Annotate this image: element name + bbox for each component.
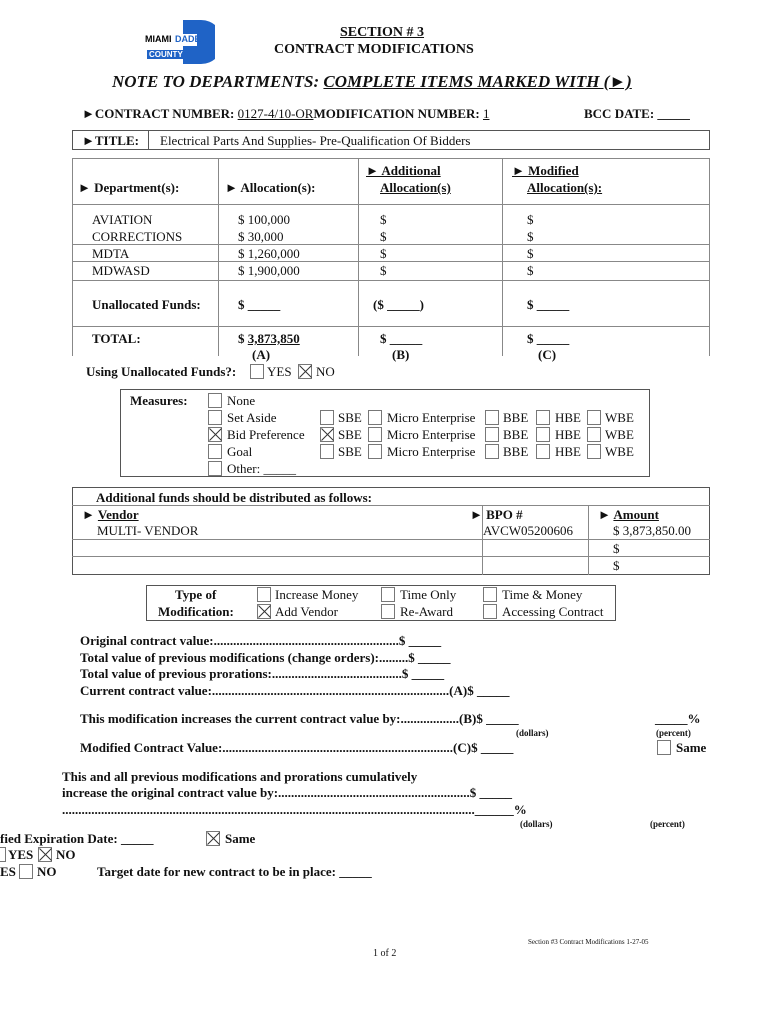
miami-dade-logo bbox=[145, 20, 215, 64]
amount-row-2[interactable]: $ bbox=[613, 541, 620, 556]
alloc-aviation[interactable]: $ 100,000 bbox=[238, 212, 290, 227]
yes-checkbox-1[interactable] bbox=[0, 847, 6, 862]
unallocated-c[interactable]: $ _____ bbox=[527, 297, 570, 312]
funds-heading: Additional funds should be distributed as follows: bbox=[96, 490, 372, 505]
goal-hbe-checkbox[interactable] bbox=[536, 444, 550, 459]
cumulative-line-3: ...............................................................................................................................______% bbox=[62, 802, 527, 817]
column-c-label: (C) bbox=[538, 347, 557, 362]
section-subtitle: CONTRACT MODIFICATIONS bbox=[274, 42, 474, 57]
increase-money-label: Increase Money bbox=[275, 587, 359, 602]
unallocated-a[interactable]: $ _____ bbox=[238, 297, 281, 312]
mod-corrections[interactable]: $ bbox=[527, 229, 534, 244]
increase-percent: _____% bbox=[655, 711, 701, 726]
set-aside-sbe-checkbox[interactable] bbox=[320, 410, 334, 425]
mod-mdwasd[interactable]: $ bbox=[527, 263, 534, 278]
add-vendor-label: Add Vendor bbox=[275, 604, 338, 619]
allocation-header: ► Allocation(s): bbox=[225, 180, 316, 195]
expiration-same-label: Same bbox=[225, 831, 256, 846]
re-award-label: Re-Award bbox=[400, 604, 453, 619]
re-award-checkbox[interactable] bbox=[381, 604, 395, 619]
time-only-checkbox[interactable] bbox=[381, 587, 395, 602]
bid-pref-hbe-label: HBE bbox=[555, 427, 581, 442]
goal-checkbox[interactable] bbox=[208, 444, 222, 459]
modification-number-value: 1 bbox=[482, 106, 490, 121]
cumulative-line-1: This and all previous modifications and prorations cumulatively bbox=[62, 769, 418, 784]
bid-preference-checkbox[interactable] bbox=[208, 427, 222, 442]
dept-mdta: MDTA bbox=[92, 246, 130, 261]
no-label-1: NO bbox=[56, 847, 76, 862]
set-aside-bbe-checkbox[interactable] bbox=[485, 410, 499, 425]
dept-aviation: AVIATION bbox=[92, 212, 153, 227]
section-number: SECTION # 3 bbox=[340, 25, 425, 40]
contract-number-row bbox=[82, 106, 489, 122]
goal-bbe-label: BBE bbox=[503, 444, 529, 459]
total-b[interactable]: $ _____ bbox=[380, 331, 423, 346]
yes-label-1: YES bbox=[8, 847, 34, 862]
bid-pref-wbe-label: WBE bbox=[605, 427, 634, 442]
goal-sbe-checkbox[interactable] bbox=[320, 444, 334, 459]
column-b-label: (B) bbox=[392, 347, 410, 362]
bid-pref-micro-label: Micro Enterprise bbox=[387, 427, 476, 442]
using-unallocated-label: Using Unallocated Funds?: bbox=[86, 364, 237, 379]
department-header: ► Department(s): bbox=[78, 180, 180, 195]
target-date-label: Target date for new contract to be in place: _____ bbox=[97, 864, 372, 879]
bid-pref-micro-checkbox[interactable] bbox=[368, 427, 382, 442]
column-a-label: (A) bbox=[252, 347, 271, 362]
bpo-header: ► BPO # bbox=[470, 507, 523, 522]
same-checkbox[interactable] bbox=[657, 740, 671, 755]
time-money-checkbox[interactable] bbox=[483, 587, 497, 602]
logo-dade: DADE bbox=[175, 34, 201, 44]
alloc-mdwasd[interactable]: $ 1,900,000 bbox=[238, 263, 300, 278]
logo-county: COUNTY bbox=[149, 50, 183, 59]
bid-pref-wbe-checkbox[interactable] bbox=[587, 427, 601, 442]
amount-header: ► Amount bbox=[598, 507, 659, 522]
dollars-caption-2: (dollars) bbox=[520, 819, 553, 829]
bcc-date: BCC DATE: _____ bbox=[584, 106, 690, 121]
set-aside-label: Set Aside bbox=[227, 410, 277, 425]
bid-pref-bbe-checkbox[interactable] bbox=[485, 427, 499, 442]
expiration-same-checkbox[interactable] bbox=[206, 831, 220, 846]
mod-mdta[interactable]: $ bbox=[527, 246, 534, 261]
title-label: ►TITLE: bbox=[82, 133, 139, 148]
percent-caption-2: (percent) bbox=[650, 819, 685, 829]
amount-row-3[interactable]: $ bbox=[613, 558, 620, 573]
set-aside-hbe-label: HBE bbox=[555, 410, 581, 425]
measures-none-checkbox[interactable] bbox=[208, 393, 222, 408]
current-contract-value: Current contract value:.........................................................................(A)$ _____ bbox=[80, 683, 510, 698]
modification-type-label-1: Type of bbox=[175, 587, 217, 602]
logo-miami: MIAMI bbox=[145, 34, 172, 44]
accessing-contract-checkbox[interactable] bbox=[483, 604, 497, 619]
bid-pref-hbe-checkbox[interactable] bbox=[536, 427, 550, 442]
using-unallocated-yes-checkbox[interactable] bbox=[250, 364, 264, 379]
alloc-corrections[interactable]: $ 30,000 bbox=[238, 229, 284, 244]
cumulative-line-2: increase the original contract value by:...........................................................$ _____ bbox=[62, 785, 513, 800]
title-value[interactable]: Electrical Parts And Supplies- Pre-Qualification Of Bidders bbox=[160, 133, 471, 148]
contract-number-label: ►CONTRACT NUMBER: bbox=[82, 106, 238, 121]
mod-aviation[interactable]: $ bbox=[527, 212, 534, 227]
goal-bbe-checkbox[interactable] bbox=[485, 444, 499, 459]
dept-corrections: CORRECTIONS bbox=[92, 229, 183, 244]
modification-type-label-2: Modification: bbox=[158, 604, 234, 619]
modification-number-label: MODIFICATION NUMBER: bbox=[313, 106, 483, 121]
vendor-row-1[interactable]: MULTI- VENDOR bbox=[97, 523, 199, 538]
unallocated-funds-label: Unallocated Funds: bbox=[92, 297, 201, 312]
dollars-caption: (dollars) bbox=[516, 728, 549, 738]
goal-wbe-label: WBE bbox=[605, 444, 634, 459]
set-aside-wbe-checkbox[interactable] bbox=[587, 410, 601, 425]
page-number: 1 of 2 bbox=[373, 948, 397, 959]
vendor-header: ► Vendor bbox=[82, 507, 139, 522]
expiration-date-label: fied Expiration Date: _____ bbox=[0, 831, 154, 846]
goal-wbe-checkbox[interactable] bbox=[587, 444, 601, 459]
bid-pref-bbe-label: BBE bbox=[503, 427, 529, 442]
note-prefix: NOTE TO DEPARTMENTS: bbox=[112, 72, 324, 91]
percent-caption: (percent) bbox=[656, 728, 691, 738]
additional-allocation-header-2: Allocation(s) bbox=[380, 180, 451, 195]
other-label: Other: _____ bbox=[227, 461, 296, 476]
time-money-label: Time & Money bbox=[502, 587, 583, 602]
set-aside-micro-checkbox[interactable] bbox=[368, 410, 382, 425]
bid-pref-sbe-label: SBE bbox=[338, 427, 362, 442]
using-unallocated-no-label: NO bbox=[316, 364, 335, 379]
goal-sbe-label: SBE bbox=[338, 444, 362, 459]
no-label-2: NO bbox=[37, 864, 57, 879]
modified-allocation-header-1: ► Modified bbox=[512, 163, 579, 178]
using-unallocated-no-checkbox[interactable] bbox=[298, 364, 312, 379]
time-only-label: Time Only bbox=[400, 587, 457, 602]
total-a[interactable]: $ 3,873,850 bbox=[238, 331, 300, 346]
bid-preference-label: Bid Preference bbox=[227, 427, 305, 442]
note-underlined: COMPLETE ITEMS MARKED WITH (►) bbox=[323, 72, 632, 91]
set-aside-sbe-label: SBE bbox=[338, 410, 362, 425]
same-label: Same bbox=[676, 740, 707, 755]
add-aviation[interactable]: $ bbox=[380, 212, 387, 227]
accessing-contract-label: Accessing Contract bbox=[502, 604, 604, 619]
set-aside-micro-label: Micro Enterprise bbox=[387, 410, 476, 425]
set-aside-wbe-label: WBE bbox=[605, 410, 634, 425]
measures-label: Measures: bbox=[130, 393, 188, 408]
no-checkbox-1[interactable] bbox=[38, 847, 52, 862]
add-mdwasd[interactable]: $ bbox=[380, 263, 387, 278]
note-to-departments bbox=[112, 72, 632, 92]
measures-none-label: None bbox=[227, 393, 256, 408]
increase-money-checkbox[interactable] bbox=[257, 587, 271, 602]
unallocated-b[interactable]: ($ _____) bbox=[373, 297, 424, 312]
set-aside-hbe-checkbox[interactable] bbox=[536, 410, 550, 425]
increase-value: This modification increases the current contract value by:..................(B)$ _____ bbox=[80, 711, 519, 726]
modified-allocation-header-2: Allocation(s): bbox=[527, 180, 603, 195]
other-checkbox[interactable] bbox=[208, 461, 222, 476]
add-corrections[interactable]: $ bbox=[380, 229, 387, 244]
previous-modifications-value: Total value of previous modifications (change orders):.........$ _____ bbox=[80, 650, 451, 665]
bid-pref-sbe-checkbox[interactable] bbox=[320, 427, 334, 442]
additional-allocation-header-1: ► Additional bbox=[366, 163, 441, 178]
modified-contract-value: Modified Contract Value:.......................................................................(C)$ _____ bbox=[80, 740, 514, 755]
total-c[interactable]: $ _____ bbox=[527, 331, 570, 346]
set-aside-bbe-label: BBE bbox=[503, 410, 529, 425]
add-vendor-checkbox[interactable] bbox=[257, 604, 271, 619]
previous-prorations-value: Total value of previous prorations:........................................$ _____ bbox=[80, 666, 445, 681]
add-mdta[interactable]: $ bbox=[380, 246, 387, 261]
set-aside-checkbox[interactable] bbox=[208, 410, 222, 425]
revision-footer: Section #3 Contract Modifications 1-27-05 bbox=[528, 938, 649, 946]
bpo-row-1[interactable]: AVCW05200606 bbox=[483, 523, 574, 538]
dept-mdwasd: MDWASD bbox=[92, 263, 150, 278]
yes-label-2: ES bbox=[0, 864, 16, 879]
goal-label: Goal bbox=[227, 444, 253, 459]
alloc-mdta[interactable]: $ 1,260,000 bbox=[238, 246, 300, 261]
total-label: TOTAL: bbox=[92, 331, 141, 346]
using-unallocated-yes-label: YES bbox=[267, 364, 292, 379]
goal-micro-label: Micro Enterprise bbox=[387, 444, 476, 459]
original-contract-value: Original contract value:.........................................................$ _____ bbox=[80, 633, 442, 648]
contract-number-value: 0127-4/10-OR bbox=[237, 106, 314, 121]
amount-row-1[interactable]: $ 3,873,850.00 bbox=[613, 523, 691, 538]
goal-hbe-label: HBE bbox=[555, 444, 581, 459]
no-checkbox-2[interactable] bbox=[19, 864, 33, 879]
goal-micro-checkbox[interactable] bbox=[368, 444, 382, 459]
